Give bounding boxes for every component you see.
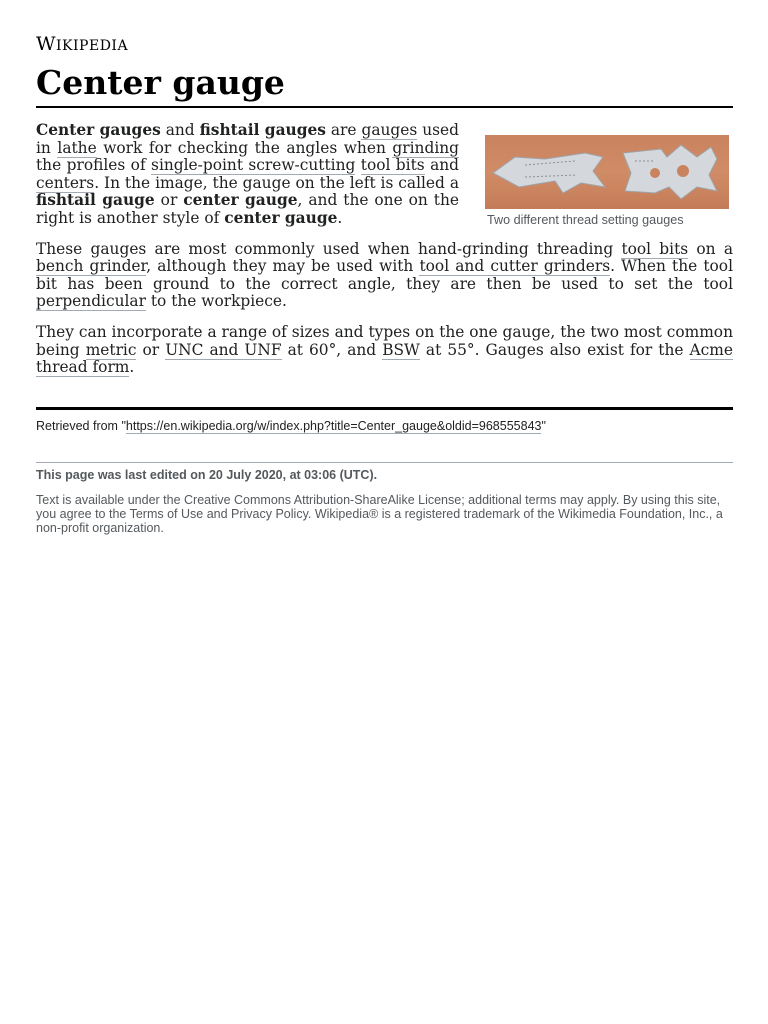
page-title: Center gauge <box>36 63 285 102</box>
image-caption: Two different thread setting gauges <box>487 213 684 227</box>
link-acme-thread-form[interactable]: Acme thread form <box>36 340 733 376</box>
footer-divider <box>36 462 733 463</box>
retrieved-url-link[interactable]: https://en.wikipedia.org/w/index.php?title=Center_gauge&oldid=968555843 <box>125 419 542 433</box>
link-bench-grinder[interactable]: bench grinder <box>36 257 147 275</box>
paragraph-types: They can incorporate a range of sizes and types on the one gauge, the two most common being metric or UNC and UNF at 60°, and BSW at 55°. Gauges also exist for the Acme thread form. <box>36 323 733 376</box>
link-gauges[interactable]: gauges <box>361 121 418 139</box>
link-bsw[interactable]: BSW <box>382 340 420 359</box>
link-tool-bits-2[interactable]: tool bits <box>621 239 689 258</box>
image-thumbnail <box>485 135 731 228</box>
link-single-point-screw-cutting[interactable]: single-point screw-cutting <box>151 156 356 174</box>
logo-first-letter: W <box>36 33 57 55</box>
logo-rest: IKIPEDIA <box>56 38 129 54</box>
content-end-divider <box>36 407 733 410</box>
article-body <box>36 122 733 390</box>
last-edited-notice: This page was last edited on 20 July 2020, at 03:06 (UTC). <box>36 468 378 482</box>
gauges-photo[interactable] <box>485 135 729 209</box>
wikipedia-logo[interactable] <box>36 33 128 55</box>
link-unc-and-unf[interactable]: UNC and UNF <box>165 340 282 359</box>
title-divider <box>36 106 733 108</box>
paragraph-usage: These gauges are most commonly used when hand-grinding threading tool bits on a bench grinder, although they may be used with tool and cutter grinders. When the tool bit has been ground to the correct angle, they are then be used to set the tool perpendicular to the workpiece. <box>36 239 733 310</box>
link-tool-and-cutter-grinders[interactable]: tool and cutter grinders <box>419 257 611 275</box>
link-lathe[interactable]: lathe <box>57 138 97 157</box>
link-centers[interactable]: centers <box>36 173 95 192</box>
link-tool-bits[interactable]: tool bits <box>360 156 425 174</box>
link-perpendicular[interactable]: perpendicular <box>36 292 146 310</box>
retrieved-from: Retrieved from "https://en.wikipedia.org/w/index.php?title=Center_gauge&oldid=968555843" <box>36 419 546 433</box>
paragraph-intro: Center gauges and fishtail gauges are gauges used in lathe work for checking the angles when grinding the profiles of single-point screw-cutting tool bits and centers. In the image, the gauge on the left is called a fishtail gauge or center gauge, and the one on the right is another style of center gauge. <box>36 121 460 227</box>
link-grinding[interactable]: grinding <box>392 138 460 157</box>
link-metric[interactable]: metric <box>85 340 137 359</box>
gauges-illustration <box>485 135 729 209</box>
license-notice: Text is available under the Creative Commons Attribution-ShareAlike License; additional terms may apply. By using this site, you agree to the Terms of Use and Privacy Policy. Wikipedia® is a registered trademark of the Wikimedia Foundation, Inc., a non-profit organization. <box>36 493 723 535</box>
